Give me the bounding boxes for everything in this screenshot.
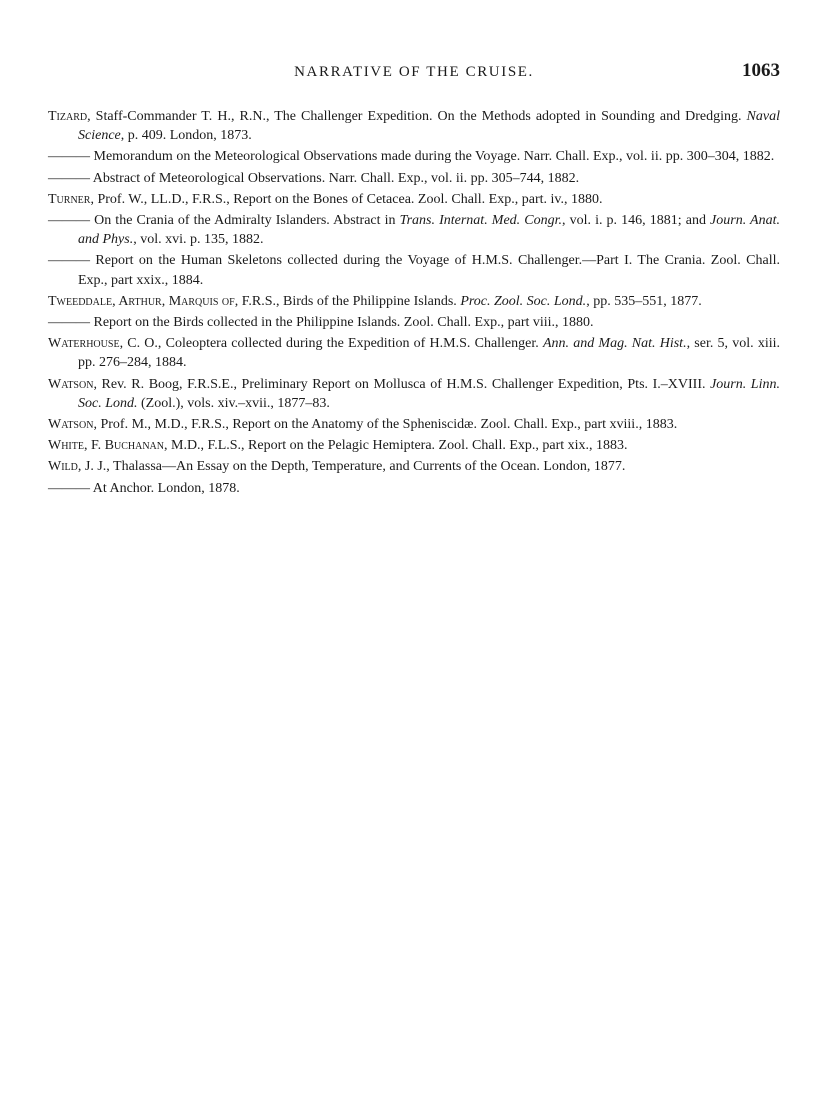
entry-journal: Proc. Zool. Soc. Lond.	[460, 293, 587, 309]
entry-text: , C. O., Coleoptera collected during the Expedition of H.M.S. Challenger.	[119, 336, 543, 352]
bibliography-entry	[48, 375, 780, 413]
entry-journal: Naval Science	[78, 109, 780, 144]
ditto-dash: ———	[48, 480, 90, 496]
entry-author: White, F. Buchanan	[48, 438, 164, 454]
entry-text: , pp. 535–551, 1877.	[586, 293, 702, 309]
page-number: 1063	[742, 60, 780, 81]
bibliography-entry	[48, 415, 780, 434]
ditto-dash: ———	[48, 315, 90, 331]
entry-text: , Rev. R. Boog, F.R.S.E., Preliminary Report on Mollusca of H.M.S. Challenger Expedition, Pts. I.–XVIII.	[93, 376, 711, 392]
entry-journal: Journ. Linn. Soc. Lond.	[78, 376, 780, 411]
entry-text: , M.D., F.L.S., Report on the Pelagic Hemiptera. Zool. Chall. Exp., part xix., 1883.	[164, 438, 628, 454]
ditto-dash: ———	[48, 253, 90, 269]
entry-author: Watson	[48, 376, 94, 392]
entry-text: , F.R.S., Birds of the Philippine Islands.	[234, 293, 461, 309]
entry-author: Tizard	[48, 109, 88, 124]
entry-text: Report on the Birds collected in the Philippine Islands. Zool. Chall. Exp., part viii., 1880.	[90, 315, 594, 331]
entry-text: (Zool.), vols. xiv.–xvii., 1877–83.	[137, 395, 330, 411]
entry-text: , Prof. M., M.D., F.R.S., Report on the Anatomy of the Spheniscidæ. Zool. Chall. Exp., part xviii., 1883.	[93, 417, 678, 433]
bibliography-entry	[48, 457, 780, 476]
entry-text: Memorandum on the Meteorological Observations made during the Voyage. Narr. Chall. Exp., vol. ii. pp. 300–304, 1882.	[90, 149, 775, 165]
entry-text: , vol. i. p. 146, 1881; and	[562, 213, 711, 229]
page-header	[48, 60, 780, 88]
ditto-dash: ———	[48, 170, 90, 186]
entry-author: Watson	[48, 417, 94, 433]
entry-author: Tweeddale, Arthur, Marquis of	[48, 293, 235, 309]
entry-journal: Ann. and Mag. Nat. Hist.	[542, 336, 687, 352]
bibliography-entry	[48, 313, 780, 332]
entry-author: Waterhouse	[48, 336, 120, 352]
entry-journal: Journ. Anat. and Phys.	[78, 213, 780, 248]
entry-journal: Trans. Internat. Med. Congr.	[399, 213, 562, 229]
bibliography-entry	[48, 251, 780, 289]
entry-text: , Prof. W., LL.D., F.R.S., Report on the Bones of Cetacea. Zool. Chall. Exp., part. iv., 1880.	[90, 191, 603, 207]
bibliography-entry	[48, 147, 780, 166]
entry-text: , vol. xvi. p. 135, 1882.	[133, 232, 264, 248]
entry-text: , p. 409. London, 1873.	[120, 128, 252, 144]
bibliography-entry	[48, 292, 780, 311]
entry-text: , J. J., Thalassa—An Essay on the Depth, Temperature, and Currents of the Ocean. London, 1877.	[77, 459, 626, 475]
entry-text: Abstract of Meteorological Observations. Narr. Chall. Exp., vol. ii. pp. 305–744, 1882.	[90, 170, 580, 186]
bibliography-entry	[48, 211, 780, 249]
bibliography-entry	[48, 479, 780, 498]
ditto-dash: ———	[48, 213, 90, 229]
bibliography-entry	[48, 107, 780, 145]
bibliography-entry	[48, 190, 780, 209]
bibliography-entry	[48, 334, 780, 372]
entry-text: Report on the Human Skeletons collected during the Voyage of H.M.S. Challenger.—Part I. The Crania. Zool. Chall. Exp., part xxix., 1884.	[78, 253, 780, 288]
entry-text: At Anchor. London, 1878.	[90, 480, 240, 496]
bibliography-entry	[48, 436, 780, 455]
entry-text: , ser. 5, vol. xiii. pp. 276–284, 1884.	[78, 336, 781, 371]
ditto-dash: ———	[48, 149, 90, 165]
entry-author: Wild	[48, 459, 78, 475]
bibliography-list	[48, 107, 780, 500]
entry-author: Turner	[48, 191, 91, 207]
running-title: NARRATIVE OF THE CRUISE.	[294, 64, 534, 80]
entry-text: , Staff-Commander T. H., R.N., The Challenger Expedition. On the Methods adopted in Sounding and Dredging.	[87, 109, 747, 124]
entry-text: On the Crania of the Admiralty Islanders. Abstract in	[90, 213, 400, 229]
bibliography-entry	[48, 169, 780, 188]
